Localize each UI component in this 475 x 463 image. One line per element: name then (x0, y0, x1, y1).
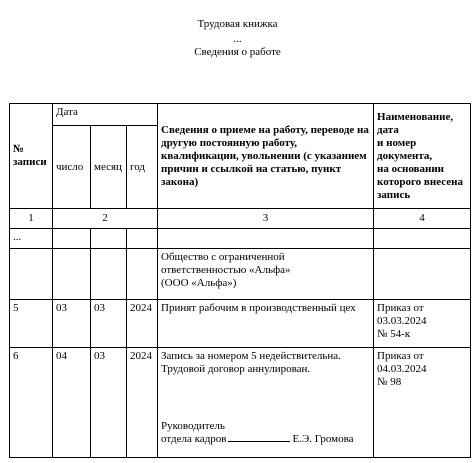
record-document: Приказ от 03.03.2024 № 54-к (374, 300, 471, 348)
record-info-text: Запись за номером 5 недействительна. Трудовой договор аннулирован. (161, 350, 341, 375)
title-ellipsis: ... (233, 33, 242, 45)
signature-title-line2: отдела кадров (161, 433, 227, 445)
num-3: 3 (158, 209, 374, 229)
empty-cell (127, 249, 158, 300)
table-row (10, 348, 471, 458)
document-subtitle: Сведения о работе (194, 46, 281, 58)
empty-cell (91, 249, 127, 300)
numbering-row (10, 209, 471, 229)
signature-line (228, 433, 290, 442)
document-title: Трудовая книжка (197, 18, 278, 30)
num-2: 2 (53, 209, 158, 229)
empty-cell (158, 229, 374, 249)
record-month: 03 (91, 348, 127, 458)
signature-block (161, 433, 370, 446)
record-year: 2024 (127, 348, 158, 458)
col-record-no: № записи (10, 104, 53, 209)
empty-cell (91, 229, 127, 249)
num-4: 4 (374, 209, 471, 229)
empty-cell (53, 229, 91, 249)
empty-cell (53, 249, 91, 300)
record-month: 03 (91, 300, 127, 348)
col-day: число (53, 126, 91, 209)
ellipsis-cell: ... (10, 229, 53, 249)
record-document: Приказ от 04.03.2024 № 98 (374, 348, 471, 458)
record-day: 04 (53, 348, 91, 458)
record-year: 2024 (127, 300, 158, 348)
num-1: 1 (10, 209, 53, 229)
record-no: 6 (10, 348, 53, 458)
org-name: Общество с ограниченной ответственностью «Альфа» (ООО «Альфа») (158, 249, 374, 300)
empty-cell (10, 249, 53, 300)
empty-cell (374, 249, 471, 300)
record-no: 5 (10, 300, 53, 348)
work-records-table (9, 103, 471, 458)
signature-title-line1: Руководитель (161, 420, 225, 432)
table-row (10, 300, 471, 348)
col-year: год (127, 126, 158, 209)
col-info: Сведения о приеме на работу, переводе на другую постоянную работу, квалификации, увольнении (с указанием причин и ссылкой на статью, пункт закона) (158, 104, 374, 209)
empty-cell (127, 229, 158, 249)
signature-name: Е.Э. Громова (292, 433, 354, 445)
record-info: Принят рабочим в производственный цех (158, 300, 374, 348)
col-date: Дата (53, 104, 158, 126)
empty-cell (374, 229, 471, 249)
org-row (10, 249, 471, 300)
col-document: Наименование, дата и номер документа, на основании которого внесена запись (374, 104, 471, 209)
header-row-1 (10, 104, 471, 126)
record-day: 03 (53, 300, 91, 348)
record-info (158, 348, 374, 458)
ellipsis-row (10, 229, 471, 249)
col-month: месяц (91, 126, 127, 209)
